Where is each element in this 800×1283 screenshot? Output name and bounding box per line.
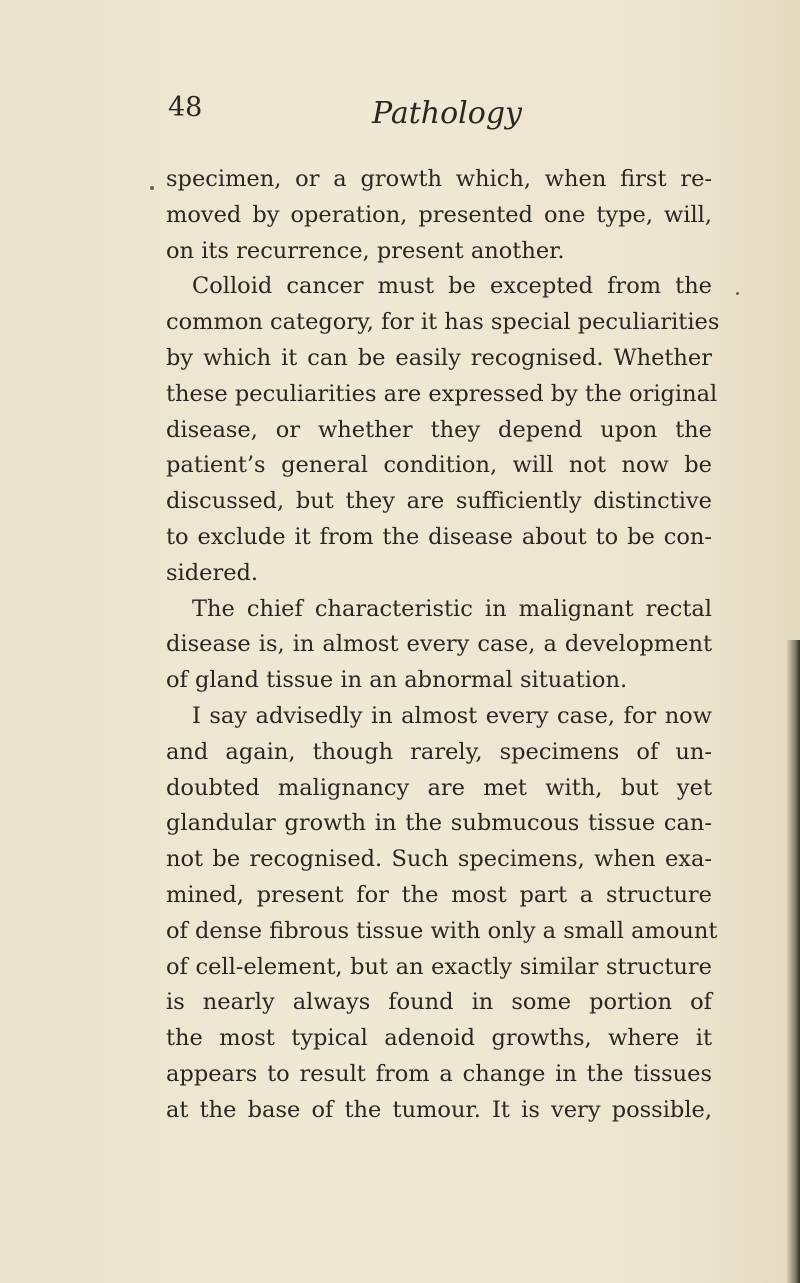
text-line: sidered. [166,559,259,586]
text-line: The chief characteristic in malignant rectal [192,595,712,622]
text-line: and again, though rarely, specimens of un- [166,738,712,765]
text-line: appears to result from a change in the tissues [166,1060,712,1087]
page-edge-shadow [786,640,800,1283]
text-line: of cell-element, but an exactly similar structure [166,953,712,980]
text-line: of dense fibrous tissue with only a small amount [166,917,718,944]
text-line: I say advisedly in almost every case, for now [192,702,712,729]
text-line: on its recurrence, present another. [166,237,565,264]
text-line: glandular growth in the submucous tissue can- [166,810,712,837]
text-line: of gland tissue in an abnormal situation. [166,667,628,694]
text-line: common category, for it has special peculiarities [166,309,720,336]
running-head: Pathology [372,96,522,131]
page-number: 48 [168,92,203,123]
text-line: at the base of the tumour. It is very possible, [166,1096,712,1123]
text-line: not be recognised. Such specimens, when exa- [166,846,712,873]
text-line: disease, or whether they depend upon the [166,416,712,443]
text-line: doubted malignancy are met with, but yet [166,774,712,801]
text-line: Colloid cancer must be excepted from the [192,273,712,300]
text-line: patient’s general condition, will not now be [166,452,712,479]
text-line: moved by operation, presented one type, will, [166,201,712,228]
text-line: discussed, but they are sufficiently distinctive [166,488,712,515]
text-line: mined, present for the most part a structure [166,881,712,908]
page-header [0,92,800,142]
text-line: the most typical adenoid growths, where it [166,1025,712,1052]
text-line: specimen, or a growth which, when first re- [166,166,712,192]
ink-speck [736,292,739,295]
text-line: by which it can be easily recognised. Whether [166,344,712,371]
ink-speck [150,186,154,190]
text-line: disease is, in almost every case, a development [166,631,712,658]
text-line: is nearly always found in some portion of [166,989,712,1016]
text-line: to exclude it from the disease about to be con- [166,523,712,550]
body-text [166,162,720,1129]
text-line: these peculiarities are expressed by the original [166,380,718,407]
